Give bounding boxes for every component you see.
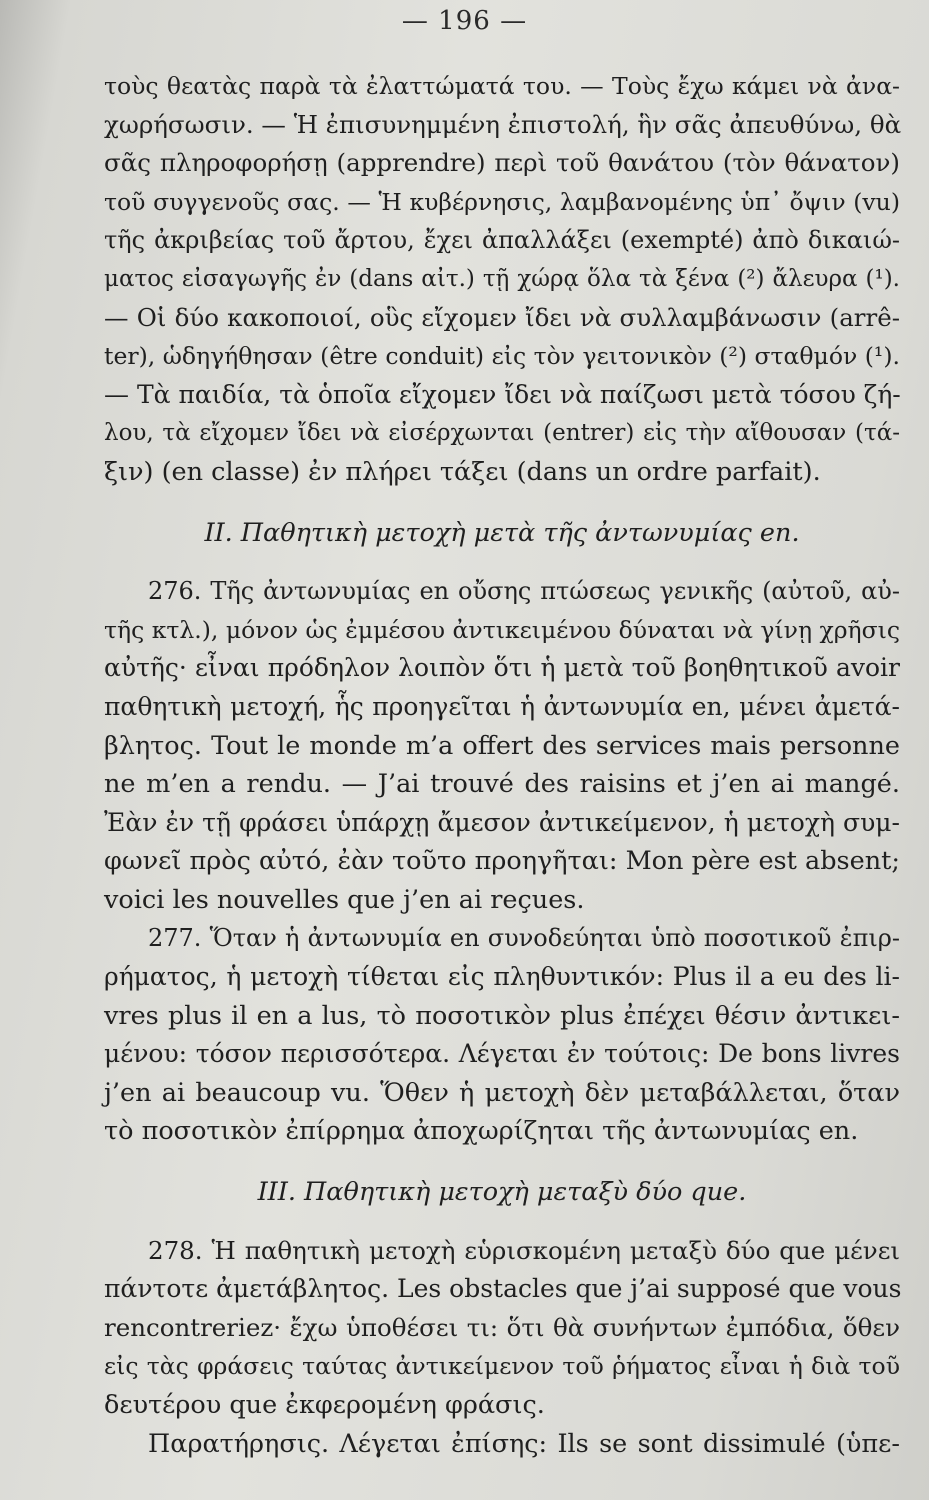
text-line: rencontreriez· ἔχω ὑποθέσει τι: ὅτι θὰ συνήντων ἐμπόδια, ὅθεν xyxy=(104,1312,900,1342)
text-line: ter), ὡδηγήθησαν (être conduit) εἰς τὸν γειτονικὸν (²) σταθμόν (¹). xyxy=(104,342,900,371)
text-line: τὸ ποσοτικὸν ἐπίρρημα ἀποχωρίζηται τῆς ἀντωνυμίας en. xyxy=(104,1116,859,1147)
body-text xyxy=(104,67,900,1463)
text-line: παθητικὴ μετοχή, ἧς προηγεῖται ἡ ἀντωνυμία en, μένει ἀμετά- xyxy=(104,691,900,721)
text-line: τοῦ συγγενοῦς σας. — Ἡ κυβέρνησις, λαμβανομένης ὑπ᾽ ὄψιν (vu) xyxy=(104,187,900,216)
text-line: εἰς τὰς φράσεις ταύτας ἀντικείμενον τοῦ ῥήματος εἶναι ἡ διὰ τοῦ xyxy=(104,1352,900,1381)
text-line: j’en ai beaucoup vu. Ὅθεν ἡ μετοχὴ δὲν μεταβάλλεται, ὅταν xyxy=(104,1077,900,1108)
text-line: τῆς ἀκριβείας τοῦ ἄρτου, ἔχει ἀπαλλάξει (exempté) ἀπὸ δικαιώ- xyxy=(104,226,900,255)
remark-line: Παρατήρησις. Λέγεται ἐπίσης: Ils se sont dissimulé (ὑπε- xyxy=(148,1428,900,1459)
text-line: ξιν) (en classe) ἐν πλήρει τάξει (dans un ordre parfait). xyxy=(104,456,821,487)
text-line: τῆς κτλ.), μόνον ὡς ἐμμέσου ἀντικειμένου δύναται νὰ γίνῃ χρῆσις xyxy=(104,615,901,644)
text-line: πάντοτε ἀμετάβλητος. Les obstacles que j’ai supposé que vous xyxy=(104,1274,902,1304)
text-line: χωρήσωσιν. — Ἡ ἐπισυνημμένη ἐπιστολή, ἣν σᾶς ἀπευθύνω, θὰ xyxy=(104,109,902,139)
paragraph-278-line: 278. Ἡ παθητικὴ μετοχὴ εὑρισκομένη μεταξὺ δύο que μένει xyxy=(148,1235,900,1265)
text-line: voici les nouvelles que j’en ai reçues. xyxy=(104,884,585,915)
section-heading-iii: III. Παθητικὴ μετοχὴ μεταξὺ δύο que. xyxy=(257,1177,747,1208)
text-line: δευτέρου que ἐκφερομένη φράσις. xyxy=(104,1390,545,1420)
section-heading-ii: II. Παθητικὴ μετοχὴ μετὰ τῆς ἀντωνυμίας en. xyxy=(204,517,800,548)
page-number: — 196 — xyxy=(401,6,528,36)
text-line: Ἐὰν ἐν τῇ φράσει ὑπάρχῃ ἄμεσον ἀντικείμενον, ἡ μετοχὴ συμ- xyxy=(104,807,900,837)
text-line: αὐτῆς· εἶναι πρόδηλον λοιπὸν ὅτι ἡ μετὰ τοῦ βοηθητικοῦ avoir xyxy=(104,653,900,683)
text-line: μένου: τόσον περισσότερα. Λέγεται ἐν τούτοις: De bons livres xyxy=(104,1039,900,1069)
text-line: φωνεῖ πρὸς αὐτό, ἐὰν τοῦτο προηγῆται: Mon père est absent; xyxy=(104,846,900,877)
text-line: vres plus il en a lus, τὸ ποσοτικὸν plus ἐπέχει θέσιν ἀντικει- xyxy=(104,1000,900,1031)
text-line: τοὺς θεατὰς παρὰ τὰ ἐλαττώματά του. — Τοὺς ἔχω κάμει νὰ ἀνα- xyxy=(104,72,900,100)
text-line: ρήματος, ἡ μετοχὴ τίθεται εἰς πληθυντικόν: Plus il a eu des li- xyxy=(104,962,900,992)
text-line: ne m’en a rendu. — J’ai trouvé des raisins et j’en ai mangé. xyxy=(104,769,900,800)
text-line: λου, τὰ εἴχομεν ἴδει νὰ εἰσέρχωνται (entrer) εἰς τὴν αἴθουσαν (τά- xyxy=(104,420,900,447)
text-line: — Οἱ δύο κακοποιοί, οὓς εἴχομεν ἴδει νὰ συλλαμβάνωσιν (arrê- xyxy=(104,302,900,332)
text-line: σᾶς πληροφορήσῃ (apprendre) περὶ τοῦ θανάτου (τὸν θάνατον) xyxy=(104,148,900,178)
paragraph-276-line: 276. Τῆς ἀντωνυμίας en οὔσης πτώσεως γενικῆς (αὐτοῦ, αὐ- xyxy=(148,577,900,606)
text-line: ματος εἰσαγωγῆς ἐν (dans αἰτ.) τῇ χώρᾳ ὅλα τὰ ξένα (²) ἄλευρα (¹). xyxy=(104,265,900,292)
paragraph-277-line: 277. Ὅταν ἡ ἀντωνυμία en συνοδεύηται ὑπὸ ποσοτικοῦ ἐπιρ- xyxy=(148,924,900,953)
text-line: — Τὰ παιδία, τὰ ὁποῖα εἴχομεν ἴδει νὰ παίζωσι μετὰ τόσου ζή- xyxy=(104,379,901,409)
text-line: βλητος. Tout le monde m’a offert des services mais personne xyxy=(104,730,900,761)
